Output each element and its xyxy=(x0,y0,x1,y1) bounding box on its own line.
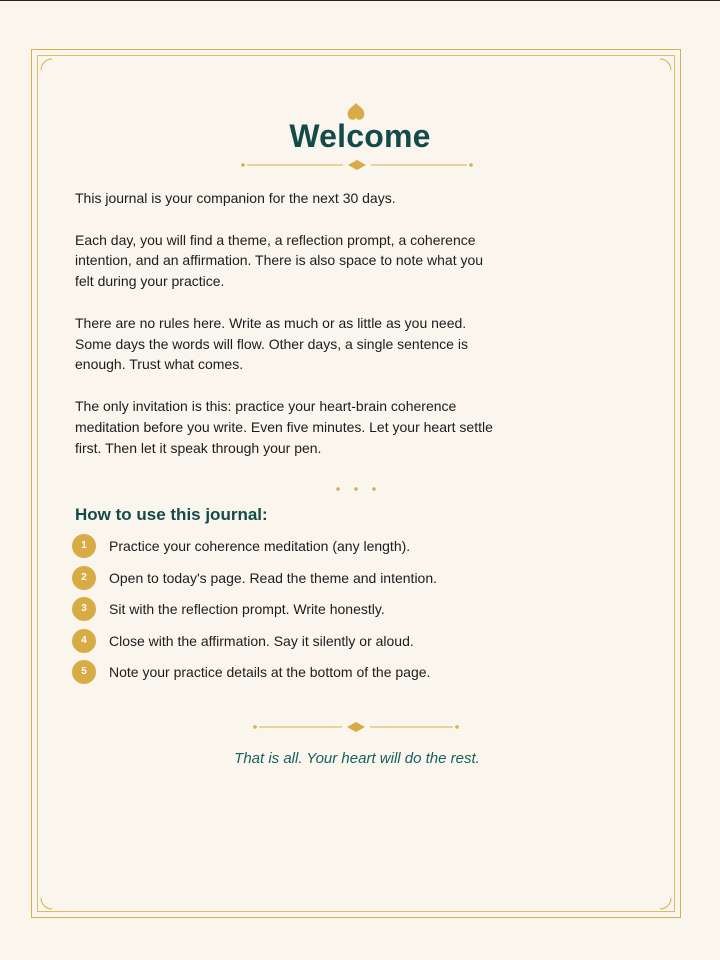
dots-icon xyxy=(334,482,380,496)
list-item xyxy=(72,629,572,661)
page-title: Welcome xyxy=(289,118,431,154)
steps-list xyxy=(72,534,572,692)
step-number-badge: 5 xyxy=(72,660,96,684)
step-text: Close with the affirmation. Say it silently or aloud. xyxy=(109,632,414,649)
intro-paragraph: Each day, you will find a theme, a reflection prompt, a coherence intention, and an affirmation. There is also space to note what you felt during your practice. xyxy=(75,231,484,290)
diamond-ornament-icon xyxy=(347,722,365,732)
corner-ornament-top-right xyxy=(658,58,672,72)
step-text: Note your practice details at the bottom of the page. xyxy=(109,664,431,681)
diamond-ornament-icon xyxy=(348,160,366,170)
step-text: Sit with the reflection prompt. Write honestly. xyxy=(109,601,385,618)
corner-ornament-top-left xyxy=(40,58,54,72)
title-divider-ornament xyxy=(240,157,474,173)
intro-paragraph: This journal is your companion for the next 30 days. xyxy=(75,190,396,206)
intro-paragraph: The only invitation is this: practice your heart-brain coherence meditation before you write. Even five minutes. Let your heart settle first. Then let it speak through your pen. xyxy=(75,397,493,456)
closing-divider-ornament xyxy=(252,719,460,735)
corner-ornament-bottom-left xyxy=(40,896,54,910)
list-item xyxy=(72,566,572,598)
howto-heading: How to use this journal: xyxy=(75,505,268,524)
list-item xyxy=(72,597,572,629)
intro-paragraph: There are no rules here. Write as much or as little as you need. Some days the words will flow. Other days, a single sentence is enough. Trust what comes. xyxy=(75,314,468,373)
corner-ornament-bottom-right xyxy=(658,896,672,910)
top-rule xyxy=(0,0,720,1)
intro-text xyxy=(75,188,495,479)
closing-line: That is all. Your heart will do the rest. xyxy=(234,750,480,767)
step-text: Open to today's page. Read the theme and intention. xyxy=(109,569,438,586)
step-number-badge: 3 xyxy=(72,597,96,621)
list-item xyxy=(72,534,572,566)
step-number-badge: 4 xyxy=(72,629,96,653)
step-number-badge: 2 xyxy=(72,566,96,590)
step-text: Practice your coherence meditation (any length). xyxy=(109,538,411,554)
list-item xyxy=(72,660,572,692)
step-number-badge: 1 xyxy=(72,534,96,558)
